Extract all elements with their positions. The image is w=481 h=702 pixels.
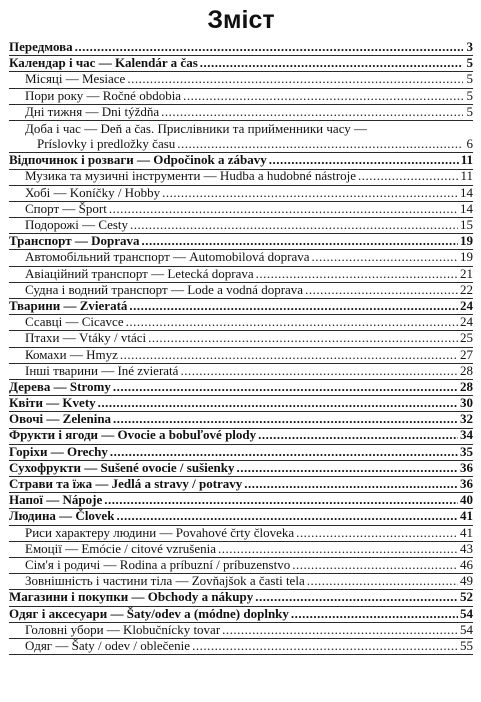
dot-leader [244,476,458,492]
toc-subsection-entry [9,218,473,234]
toc-page-number: 32 [460,411,473,427]
dot-leader [75,39,463,55]
toc-entry-label: Магазини і покупки — Obchody a nákupy [9,589,254,605]
toc-entry-label: Príslovky i predložky času [37,136,176,152]
toc-page-number: 55 [460,637,473,653]
toc-page-number: 49 [460,573,473,589]
toc-entry-label: Одяг і аксесуари — Šaty/odev a (módne) doplnky [9,605,289,621]
toc-section-entry [9,234,473,250]
toc-subsection-entry [9,348,473,364]
toc-page-number: 5 [466,71,473,87]
toc-page-number: 41 [460,524,473,540]
dot-leader [258,428,458,444]
dot-leader [222,622,458,638]
toc-subsection-entry [9,121,473,137]
toc-page-number: 52 [460,589,473,605]
toc-page-number: 19 [460,249,473,265]
dot-leader [109,201,458,217]
toc-page-number: 14 [460,184,473,200]
toc-entry-label: Фрукти і ягоди — Ovocie a bobuľové plody [9,427,257,443]
toc-entry-label: Спорт — Šport [25,200,107,216]
toc-page-number: 27 [460,346,473,362]
dot-leader [120,347,458,363]
toc-subsection-entry [9,639,473,655]
dot-leader [200,55,463,71]
toc-page-number: 46 [460,556,473,572]
dot-leader [130,217,458,233]
toc-subsection-entry [9,364,473,380]
toc-subsection-entry [9,202,473,218]
toc-entry-label: Судна і водний транспорт — Lode a vodná doprava [25,281,304,297]
toc-section-entry [9,153,473,169]
dot-leader [113,379,458,395]
dot-leader [161,104,463,120]
toc-subsection-entry [9,574,473,590]
dot-leader [116,508,458,524]
toc-page-number: 6 [466,136,473,152]
toc-entry-label: Людина — Človek [9,508,115,524]
dot-leader [104,492,458,508]
toc-section-entry [9,40,473,56]
toc-entry-label: Зовнішність і частини тіла — Zovňajšok a časti tela [25,573,305,589]
toc-entry-label: Сухофрукти — Sušené ovocie / sušienky [9,459,235,475]
dot-leader [192,638,458,654]
toc-page-number: 5 [466,55,473,71]
toc-entry-label: Подорожі — Cesty [25,217,129,233]
toc-section-entry [9,445,473,461]
dot-leader [358,169,458,185]
toc-page-number: 40 [460,492,473,508]
toc-entry-label: Дерева — Stromy [9,378,111,394]
toc-section-entry [9,396,473,412]
toc-entry-label: Страви та їжа — Jedlá a stravy / potravy [9,476,243,492]
dot-leader [292,557,458,573]
toc-entry-label: Комахи — Hmyz [25,346,118,362]
toc-page-number: 24 [460,314,473,330]
dot-leader [110,444,458,460]
toc-section-entry [9,590,473,606]
toc-page-number: 28 [460,378,473,394]
toc-subsection-entry [9,170,473,186]
dot-leader [311,249,458,265]
toc-subsection-entry [9,558,473,574]
toc-page-number: 11 [460,152,473,168]
toc-page-number: 54 [460,621,473,637]
dot-leader [218,541,458,557]
toc-entry-label: Автомобільний транспорт — Automobilová doprava [25,249,310,265]
toc-page-number: 36 [460,459,473,475]
dot-leader [255,589,458,605]
toc-subsection-entry [9,89,473,105]
toc-subsection-entry [9,105,473,121]
toc-entry-label: Доба і час — Deň a čas. Прислівники та прийменники часу — [25,120,368,136]
dot-leader [256,266,458,282]
toc-subsection-entry [9,283,473,299]
toc-section-entry [9,380,473,396]
toc-entry-label: Пори року — Ročné obdobia [25,87,182,103]
toc-page-number: 34 [460,427,473,443]
toc-entry-label: Календар і час — Kalendár a čas [9,55,198,71]
toc-subsection-entry [9,250,473,266]
toc-page-number: 14 [460,200,473,216]
toc-page-number: 11 [460,168,473,184]
toc-page-number: 21 [460,265,473,281]
toc-entry-label: Одяг — Šaty / odev / oblečenie [25,637,191,653]
toc-page-number: 41 [460,508,473,524]
dot-leader [291,606,458,622]
toc-entry-label: Тварини — Zvieratá [9,297,128,313]
toc-entry-label: Емоції — Emócie / citové vzrušenia [25,540,216,556]
toc-subsection-entry [9,72,473,88]
toc-entry-label: Квіти — Kvety [9,395,96,411]
dot-leader [307,573,458,589]
toc-entry-label: Авіаційний транспорт — Letecká doprava [25,265,254,281]
dot-leader [369,121,463,137]
toc-page [0,2,481,702]
toc-entry-label: Горіхи — Orechy [9,443,108,459]
toc-section-entry [9,429,473,445]
toc-entry-label: Передмова [9,38,73,54]
toc-page-number: 5 [466,87,473,103]
toc-section-entry [9,56,473,72]
toc-subsection-entry [9,315,473,331]
table-of-contents [9,40,473,655]
toc-entry-label: Дні тижня — Dni týždňa [25,103,160,119]
toc-subsection-entry [9,267,473,283]
dot-leader [129,298,458,314]
toc-page-number: 30 [460,395,473,411]
toc-section-entry [9,461,473,477]
dot-leader [162,185,458,201]
dot-leader [113,411,458,427]
toc-page-number: 15 [460,217,473,233]
toc-entry-label: Транспорт — Doprava [9,233,140,249]
toc-page-number: 19 [460,233,473,249]
toc-page-number: 36 [460,476,473,492]
toc-entry-label: Інші тварини — Iné zvieratá [25,362,179,378]
toc-section-entry [9,493,473,509]
dot-leader [296,525,458,541]
toc-section-entry [9,412,473,428]
dot-leader [142,233,459,249]
dot-leader [305,282,458,298]
toc-entry-label: Головні убори — Klobučnícky tovar [25,621,221,637]
dot-leader [127,71,463,87]
toc-page-number: 22 [460,281,473,297]
toc-section-entry [9,477,473,493]
toc-page-number: 35 [460,443,473,459]
toc-subsection-entry [9,526,473,542]
toc-section-entry [9,607,473,623]
dot-leader [98,395,458,411]
dot-leader [183,88,463,104]
toc-page-number: 43 [460,540,473,556]
toc-page-number: 25 [460,330,473,346]
toc-entry-label: Напої — Nápoje [9,492,103,508]
page-title: Зміст [207,6,275,34]
dot-leader [269,152,459,168]
toc-entry-label: Птахи — Vtáky / vtáci [25,330,147,346]
toc-section-entry [9,509,473,525]
toc-entry-label: Хобі — Koníčky / Hobby [25,184,161,200]
toc-page-number: 5 [466,103,473,119]
toc-entry-label: Ссавці — Cicavce [25,314,124,330]
dot-leader [148,330,458,346]
toc-subsection-entry [9,623,473,639]
dot-leader [177,136,463,152]
toc-subsection-entry [9,542,473,558]
toc-entry-label: Риси характеру людини — Povahové črty človeka [25,524,295,540]
toc-page-number: 28 [460,362,473,378]
dot-leader [236,460,458,476]
toc-entry-label: Сім'я і родичі — Rodina a príbuzní / príbuzenstvo [25,556,291,572]
toc-section-entry [9,299,473,315]
dot-leader [126,314,458,330]
toc-entry-label: Місяці — Mesiace [25,71,126,87]
toc-page-number: 24 [460,297,473,313]
toc-entry-label: Відпочинок і розваги — Odpočinok a zábavy [9,152,267,168]
dot-leader [180,363,458,379]
toc-subsection-entry [9,186,473,202]
toc-entry-label: Музика та музичні інструменти — Hudba a hudobné nástroje [25,168,357,184]
toc-entry-label: Овочі — Zelenina [9,411,112,427]
toc-page-number: 54 [460,605,473,621]
toc-subsection-entry [9,331,473,347]
toc-page-number: 3 [466,38,473,54]
toc-subsection-entry [9,137,473,153]
